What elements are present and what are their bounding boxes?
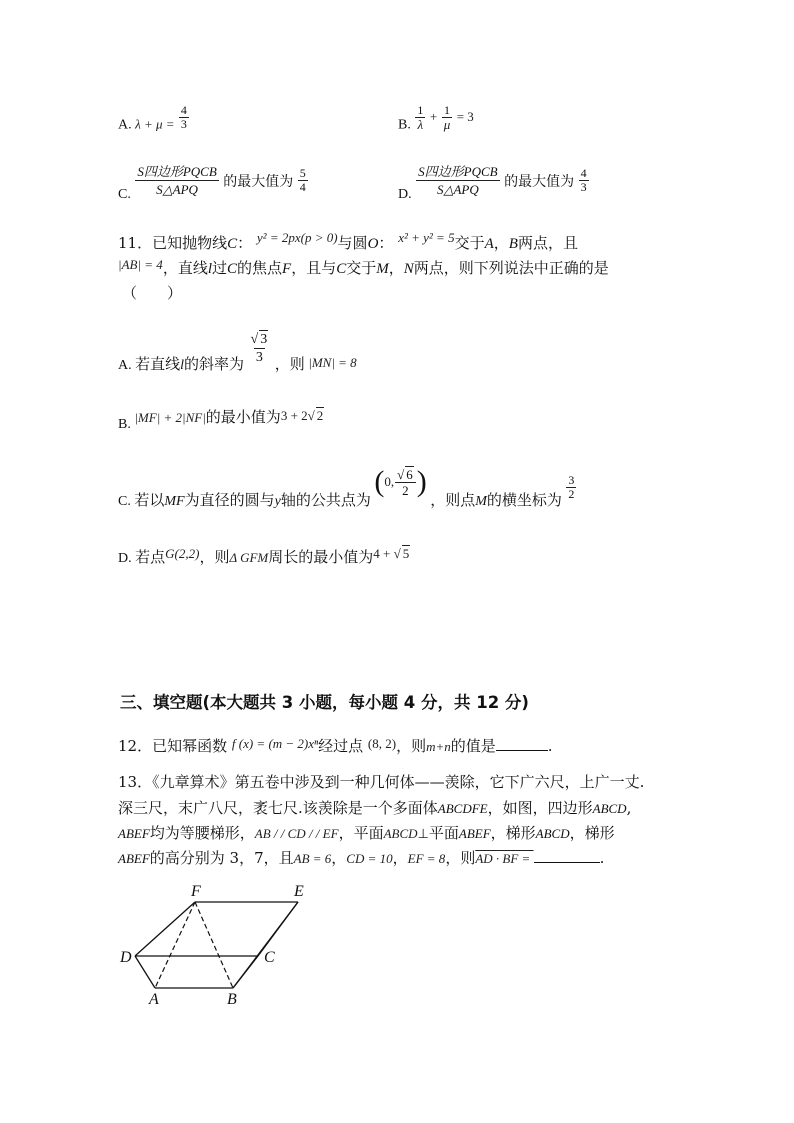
q10-option-b [398, 103, 474, 139]
quad-abef: ABEF [118, 826, 150, 841]
radicand: 6 [406, 467, 413, 482]
polyhedron-name: ABCDFE [437, 801, 488, 816]
frac-den: 3 [255, 350, 263, 365]
stem-text: ，如图，四边形 [487, 799, 593, 817]
var-l: l [207, 261, 212, 277]
option-text: 的最小值为 [205, 410, 281, 426]
q13-stem-line4 [118, 845, 604, 872]
triangle-gfm: Δ GFM [229, 550, 269, 565]
var-n: N [403, 261, 414, 277]
stem-text: ，直线 [162, 259, 208, 277]
option-text: ，则点 [430, 493, 476, 509]
option-d-text: 的最大值为 [504, 174, 575, 190]
segment-mf: MF [164, 494, 185, 509]
power-function: f (x) = (m − 2)xⁿ [231, 736, 319, 751]
quad-abcd: ABCD [592, 801, 627, 816]
stem-text: 过 [212, 259, 228, 277]
option-label: C. [118, 494, 131, 509]
polyhedron-figure [115, 880, 325, 1010]
parabola-equation: y² = 2px(p > 0) [256, 230, 338, 245]
distance-sum: |MF| + 2|NF| [134, 410, 206, 425]
q11-stem-line2 [118, 257, 609, 278]
radicand: 2 [316, 408, 324, 423]
frac-den: 3 [580, 180, 587, 194]
var-o: O [367, 236, 379, 252]
option-d-value [579, 167, 589, 194]
answer-blank[interactable] [534, 848, 600, 863]
vector-dot-product: AD · BF = [475, 851, 534, 866]
frac-num: 5 [299, 166, 306, 180]
option-label: D. [118, 551, 132, 566]
edge-fb-dashed [195, 902, 233, 988]
stem-text: ， [388, 259, 404, 277]
option-text: 的斜率为 [184, 357, 245, 374]
plus-sign: + [429, 108, 438, 124]
frac-den: λ [417, 117, 424, 132]
q11-option-d [118, 542, 410, 566]
option-text: 周长的最小值为 [268, 550, 374, 566]
stem-text: ，则 [445, 849, 476, 867]
chord-length: |AB| = 4 [118, 257, 163, 272]
q12-stem [118, 735, 553, 756]
label-e: E [294, 883, 304, 900]
stem-text: ，则 [396, 737, 427, 755]
option-c-area-ratio [135, 163, 218, 198]
var-b: B [508, 236, 518, 252]
option-b-frac1 [415, 104, 425, 131]
q11-option-a [118, 330, 357, 374]
sqrt-sign: √ [307, 408, 315, 423]
frac-den: 4 [299, 180, 306, 194]
mn-length: |MN| = 8 [308, 355, 357, 371]
var-c: C [227, 261, 238, 277]
frac-den: 2 [402, 483, 409, 498]
stem-text: ： [237, 234, 253, 252]
option-label: B. [398, 117, 411, 133]
stem-text: ，且与 [291, 259, 337, 277]
m-plus-n: m+n [426, 739, 451, 754]
radicand: 5 [402, 546, 410, 561]
option-text: 若以 [134, 493, 165, 509]
min-value: 3 + 2 [280, 408, 308, 423]
option-a-expression: λ + μ = [135, 116, 178, 132]
edge-eb [233, 902, 298, 988]
slope-value [249, 330, 271, 366]
stem-text: ： [378, 234, 394, 252]
option-label: D. [398, 186, 412, 202]
min-perimeter: 4 + [373, 546, 394, 561]
ef-length: EF = 8 [407, 851, 446, 866]
frac-den: 3 [180, 117, 187, 131]
stem-text: 的高分别为 3，7，且 [149, 849, 294, 867]
option-text: 为直径的圆与 [184, 493, 275, 509]
paren-text: （ ） [122, 284, 183, 302]
plane-abef: ABEF [458, 826, 491, 841]
stem-text: 经过点 [318, 737, 364, 755]
stem-text: . [547, 737, 553, 755]
stem-text: ， [392, 849, 408, 867]
parallel-relation: AB / / CD / / EF [254, 826, 339, 841]
point: (8, 2) [367, 736, 397, 751]
frac-den: 2 [568, 487, 575, 502]
stem-text: 两点，且 [517, 234, 578, 252]
stem-text: ，梯形 [569, 824, 615, 842]
label-c: C [264, 949, 275, 966]
option-a-fraction [179, 104, 189, 131]
q10-option-a [118, 103, 190, 139]
stem-text: 深三尺，末广八尺，袤七尺.该羡除是一个多面体 [118, 799, 438, 817]
label-b: B [227, 991, 237, 1008]
stem-text: 交于 [346, 259, 377, 277]
frac-num: 4 [580, 166, 587, 180]
option-c-value [298, 167, 308, 194]
q10-option-c [118, 163, 309, 202]
option-label: A. [118, 358, 132, 374]
cd-length: CD = 10 [346, 851, 393, 866]
trap-abcd: ABCD [535, 826, 570, 841]
circle-equation: x² + y² = 5 [398, 230, 455, 245]
stem-text: 11．已知抛物线 [118, 234, 228, 252]
var-a: A [484, 236, 494, 252]
q11-option-c [118, 465, 577, 509]
abscissa-value [566, 474, 576, 501]
stem-text: ， [493, 234, 509, 252]
option-text: 的横坐标为 [486, 493, 562, 509]
var-c: C [227, 236, 238, 252]
frac-den: μ [443, 117, 451, 132]
option-text: ，则 [199, 550, 230, 566]
option-label: B. [118, 417, 131, 432]
edge-fa-dashed [155, 902, 195, 988]
option-text: 若点 [135, 550, 166, 566]
frac-num: 3 [568, 473, 575, 488]
point-g: G(2,2) [165, 546, 200, 561]
common-point [374, 466, 426, 498]
frac-num: 4 [180, 103, 187, 117]
stem-text: , [626, 799, 632, 817]
var-m: M [376, 261, 389, 277]
label-f: F [191, 883, 201, 900]
trap-abef: ABEF [118, 851, 150, 866]
point-x: 0, [384, 474, 395, 489]
stem-text: 的焦点 [237, 259, 283, 277]
edge-da [135, 956, 155, 988]
frac-num: S四边形PQCB [137, 164, 217, 179]
q13-stem-line1: 13．《九章算术》第五卷中涉及到一种几何体——羡除，它下广六尺，上广一丈. [118, 773, 645, 791]
stem-text: 平面 [428, 824, 459, 842]
stem-text: ，平面 [338, 824, 384, 842]
option-b-frac2 [442, 104, 453, 131]
q11-stem-line1 [118, 232, 578, 253]
option-d-area-ratio [416, 163, 499, 198]
frac-num: √ 3 [250, 332, 268, 347]
stem-text: 均为等腰梯形， [149, 824, 255, 842]
q11-option-b [118, 406, 324, 432]
option-label: A. [118, 117, 132, 133]
plane-abcd: ABCD [383, 826, 418, 841]
stem-text: 12．已知幂函数 [118, 737, 228, 755]
stem-text: ， [331, 849, 347, 867]
var-m: M [475, 494, 487, 509]
stem-text: 两点，则下列说法中正确的是 [413, 259, 609, 277]
var-f: F [282, 261, 292, 277]
answer-blank[interactable] [496, 736, 548, 751]
frac-num: 1 [443, 103, 450, 117]
option-text: 轴的公共点为 [280, 493, 371, 509]
edge-fd [135, 902, 195, 956]
option-text: ，则 [274, 357, 305, 374]
left-paren: ( [374, 465, 385, 498]
stem-text: 的值是 [450, 737, 496, 755]
stem-text: . [599, 849, 605, 867]
option-text: 若直线 [135, 357, 181, 374]
answer-parentheses [122, 282, 182, 303]
stem-text: 交于 [454, 234, 485, 252]
q10-option-d [398, 163, 590, 202]
frac-num: 1 [417, 103, 424, 117]
perp-sign: ⊥ [417, 826, 429, 841]
option-b-rhs: = 3 [456, 108, 474, 124]
point-y [395, 466, 416, 498]
frac-num: S四边形PQCB [418, 164, 498, 179]
stem-text: 与圆 [337, 234, 368, 252]
ab-length: AB = 6 [293, 851, 332, 866]
option-label: C. [118, 186, 131, 202]
frac-den: S△APQ [156, 182, 198, 197]
sqrt-sign: √ [393, 546, 401, 561]
frac-num: √ 6 [395, 466, 416, 483]
section-heading: 三、填空题(本大题共 3 小题，每小题 4 分，共 12 分) [120, 693, 529, 712]
label-d: D [120, 949, 132, 966]
frac-den: S△APQ [436, 182, 479, 197]
q13-stem-line3 [118, 820, 615, 847]
right-paren: ) [416, 465, 427, 498]
var-y: y [274, 494, 281, 509]
label-a: A [149, 991, 159, 1008]
radicand: 3 [260, 332, 268, 347]
q13-stem-line2 [118, 795, 631, 822]
stem-text: ，梯形 [490, 824, 536, 842]
var-c: C [336, 261, 347, 277]
var-l: l [180, 358, 185, 374]
option-c-text: 的最大值为 [223, 174, 294, 190]
